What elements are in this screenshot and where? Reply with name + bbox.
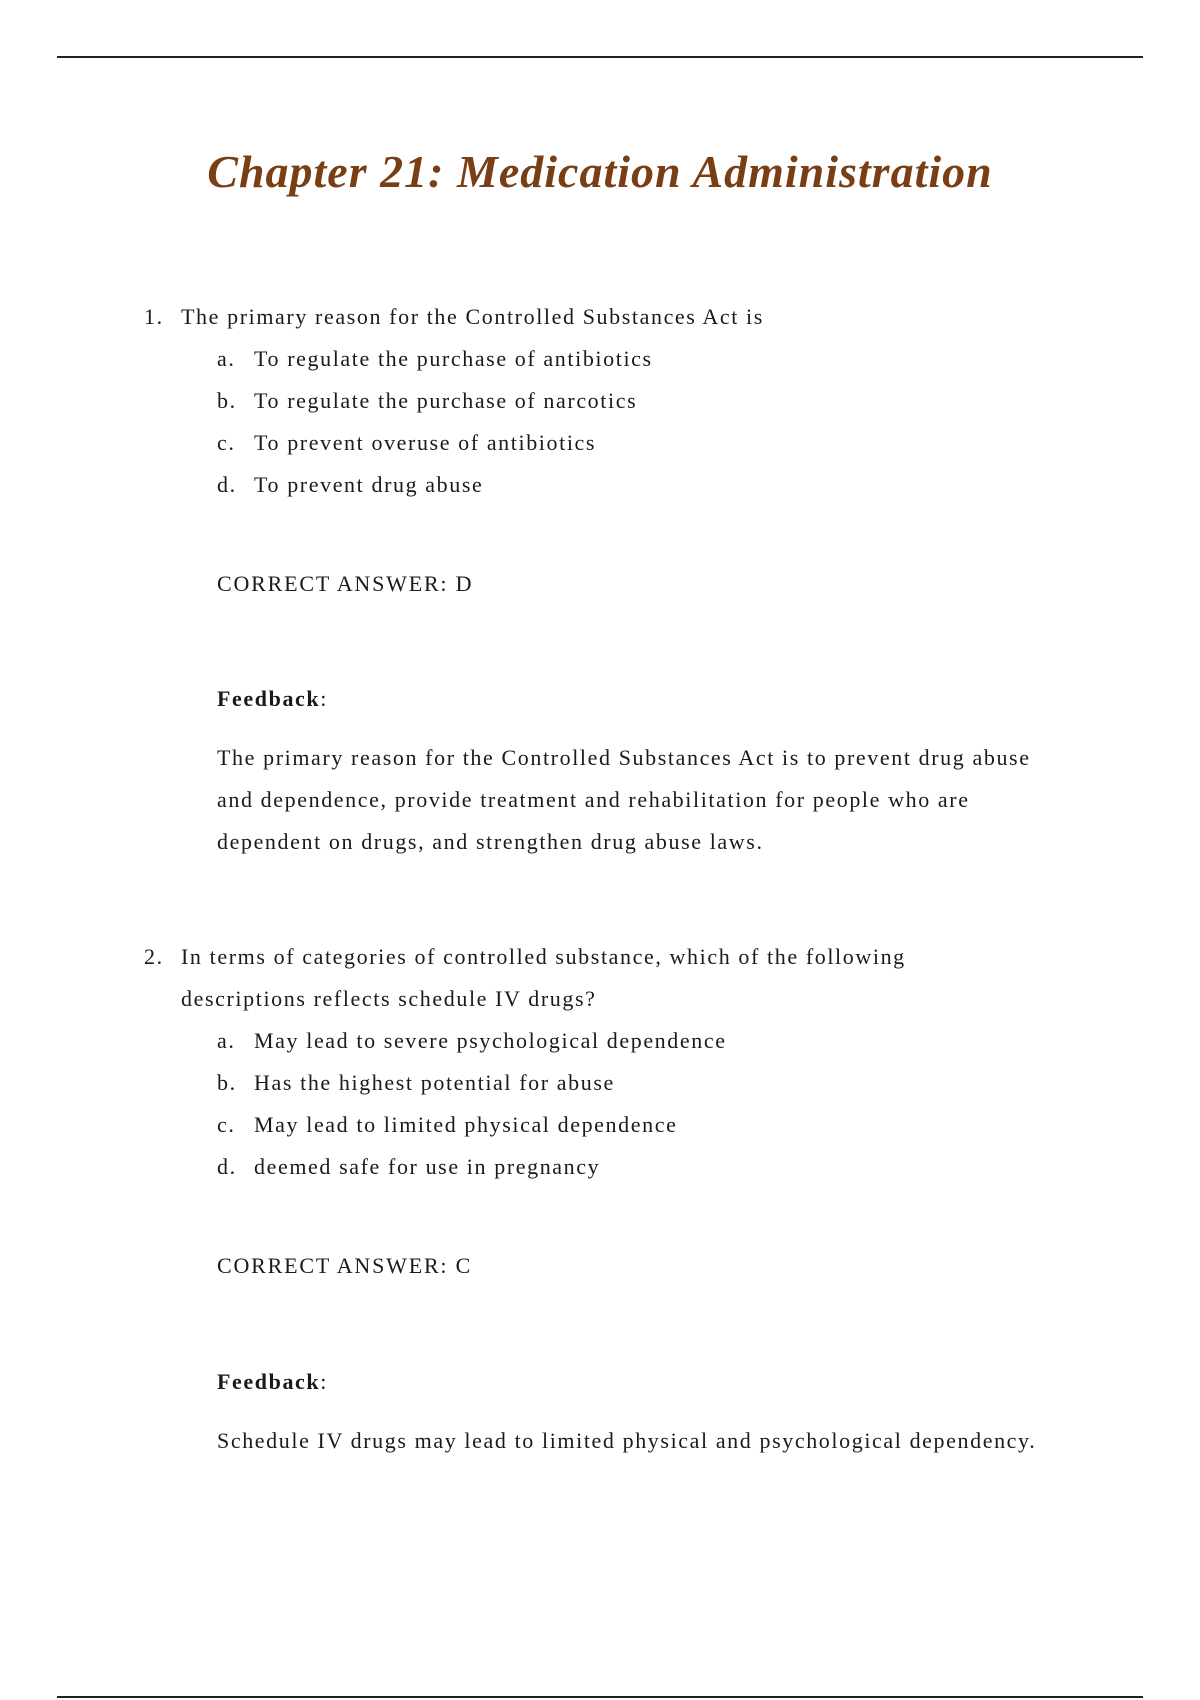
option-text: May lead to limited physical dependence [254,1112,678,1137]
option-a [217,338,653,380]
correct-answer: CORRECT ANSWER: C [217,1253,473,1278]
feedback-colon: : [320,1369,328,1394]
feedback-text: Schedule IV drugs may lead to limited physical and psychological dependency. [217,1428,1037,1453]
question-stem [144,296,1024,338]
option-letter: d. [217,472,237,497]
option-c [217,1104,727,1146]
question-number: 1. [144,304,164,329]
feedback-heading [217,684,328,714]
option-text: May lead to severe psychological dependence [254,1028,727,1053]
feedback-label: Feedback [217,686,321,711]
option-letter: a. [217,1028,236,1053]
question-text: In terms of categories of controlled substance, which of the following descriptions reflects schedule IV drugs? [181,944,906,1011]
option-b [217,380,653,422]
option-letter: c. [217,1112,236,1137]
page-title: Chapter 21: Medication Administration [207,146,993,197]
option-text: To regulate the purchase of antibiotics [254,346,653,371]
option-text: To regulate the purchase of narcotics [254,388,638,413]
question-number: 2. [144,944,164,969]
bottom-rule [57,1696,1143,1698]
option-letter: d. [217,1154,237,1179]
option-letter: b. [217,388,237,413]
option-d [217,464,653,506]
option-text: To prevent overuse of antibiotics [254,430,597,455]
option-letter: c. [217,430,236,455]
feedback-label: Feedback [217,1369,321,1394]
top-rule [57,56,1143,58]
option-letter: b. [217,1070,237,1095]
option-letter: a. [217,346,236,371]
option-c [217,422,653,464]
question-stem [144,936,1024,1020]
feedback-colon: : [320,686,328,711]
option-list [217,338,653,506]
question-text: The primary reason for the Controlled Substances Act is [181,304,764,329]
option-text: deemed safe for use in pregnancy [254,1154,601,1179]
correct-answer: CORRECT ANSWER: D [217,571,474,596]
option-b [217,1062,727,1104]
option-text: To prevent drug abuse [254,472,484,497]
feedback-text: The primary reason for the Controlled Substances Act is to prevent drug abuse and dependence, provide treatment and rehabilitation for people who are dependent on drugs, and strengthen drug abuse laws. [217,745,1031,854]
option-a [217,1020,727,1062]
option-d [217,1146,727,1188]
option-list [217,1020,727,1188]
feedback-heading [217,1367,328,1397]
option-text: Has the highest potential for abuse [254,1070,615,1095]
